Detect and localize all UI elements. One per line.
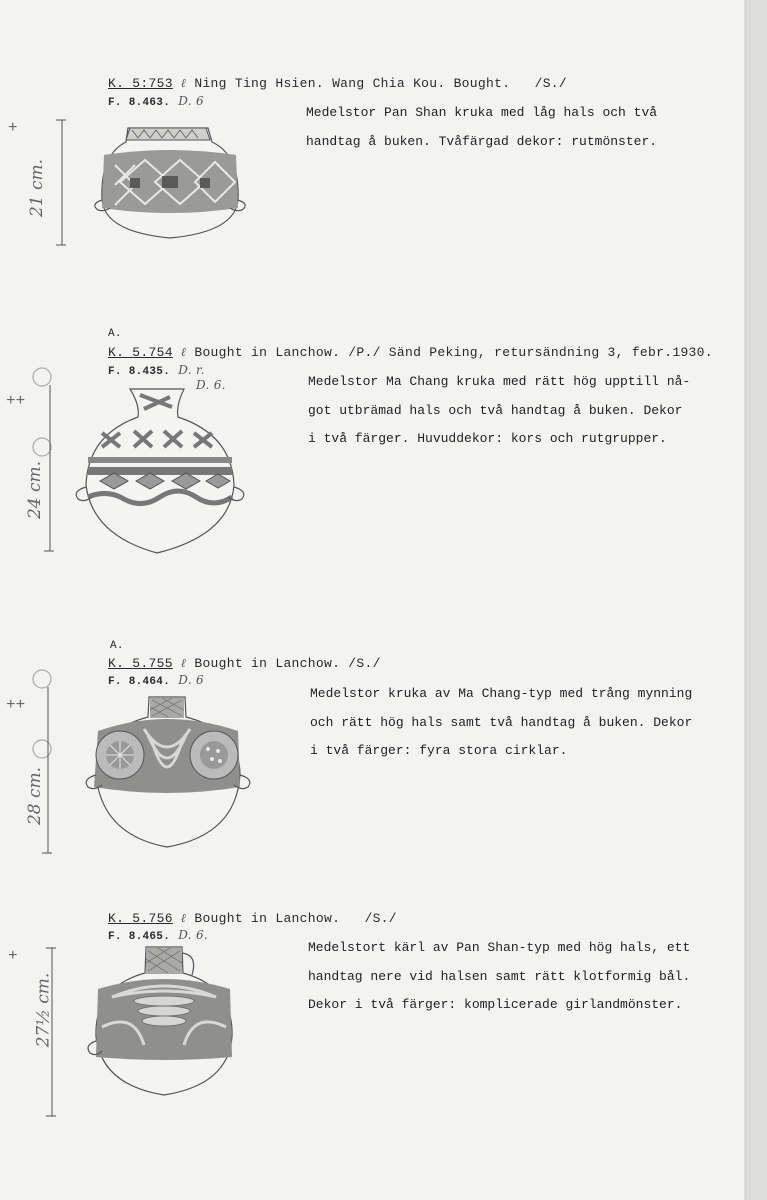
description-line: Medelstor kruka av Ma Chang-typ med trång mynning bbox=[310, 686, 693, 701]
entry-header bbox=[108, 656, 381, 671]
description bbox=[308, 368, 690, 454]
entry-header bbox=[108, 76, 567, 91]
catalog-f-number: F. 8.463. bbox=[108, 97, 171, 109]
svg-text:+: + bbox=[8, 119, 18, 137]
height-dimension: 24 cm. bbox=[25, 460, 46, 520]
source-text: Bought in Lanchow. bbox=[194, 911, 341, 926]
handwritten-mark: ℓ bbox=[180, 345, 187, 359]
scale-bar bbox=[0, 665, 80, 855]
description-line: och rätt hög hals samt två handtag å buken. Dekor bbox=[310, 714, 693, 730]
pottery-drawing bbox=[72, 385, 247, 560]
height-dimension: 28 cm. bbox=[25, 766, 46, 826]
description-line: i två färger. Huvuddekor: kors och rutgrupper. bbox=[308, 431, 667, 446]
handwritten-note: D. 6 bbox=[178, 94, 204, 108]
handwritten-note: D. r. bbox=[178, 363, 205, 377]
handwritten-note-2: D. 6. bbox=[196, 378, 226, 392]
dispatch-note: Sänd Peking, retursändning 3, febr.1930. bbox=[388, 345, 713, 360]
catalog-k-number: K. 5.754 bbox=[108, 345, 173, 360]
description-line: Medelstor Ma Chang kruka med rätt hög upptill nå- bbox=[308, 374, 691, 389]
handwritten-mark: ℓ bbox=[180, 76, 187, 90]
description bbox=[306, 99, 657, 156]
pottery-drawing bbox=[82, 695, 252, 855]
height-dimension: 27½ cm. bbox=[33, 972, 54, 1048]
catalog-f-number: F. 8.465. bbox=[108, 931, 171, 943]
catalog-entry-3 bbox=[0, 600, 767, 900]
description-line: got utbrämad hals och två handtag å buken. Dekor bbox=[308, 402, 683, 418]
description-line: Medelstor Pan Shan kruka med låg hals och två bbox=[306, 105, 658, 120]
catalog-entry-1 bbox=[0, 0, 767, 300]
collector-code: /S./ bbox=[348, 656, 381, 671]
svg-text:++: ++ bbox=[6, 392, 26, 410]
svg-text:+: + bbox=[8, 947, 18, 965]
source-text: Ning Ting Hsien. Wang Chia Kou. Bought. bbox=[194, 76, 511, 91]
entry-header bbox=[108, 345, 713, 360]
catalog-entry-4 bbox=[0, 900, 767, 1200]
pottery-drawing bbox=[90, 120, 250, 245]
handwritten-mark: ℓ bbox=[180, 911, 187, 925]
description-line: Medelstort kärl av Pan Shan-typ med hög hals, ett bbox=[308, 940, 691, 955]
catalog-f-number: F. 8.435. bbox=[108, 366, 171, 378]
entry-prefix: A. bbox=[110, 640, 124, 652]
handwritten-note: D. 6. bbox=[178, 928, 209, 942]
description-line: Dekor i två färger: komplicerade girlandmönster. bbox=[308, 997, 683, 1012]
source-text: Bought in Lanchow. bbox=[194, 345, 341, 360]
catalog-k-number: K. 5.755 bbox=[108, 656, 173, 671]
catalog-f-number: F. 8.464. bbox=[108, 676, 171, 688]
svg-text:++: ++ bbox=[6, 696, 26, 714]
catalog-entry-2 bbox=[0, 300, 767, 600]
catalog-k-number: K. 5.756 bbox=[108, 911, 173, 926]
catalog-k-number: K. 5:753 bbox=[108, 76, 173, 91]
description-line: handtag å buken. Tvåfärgad dekor: rutmönster. bbox=[306, 133, 658, 149]
collector-code: /S./ bbox=[534, 76, 568, 91]
entry-prefix: A. bbox=[108, 328, 122, 340]
handwritten-mark: ℓ bbox=[180, 656, 187, 670]
pottery-drawing bbox=[84, 945, 244, 1100]
height-dimension: 21 cm. bbox=[27, 158, 48, 218]
collector-code: /P./ bbox=[348, 345, 381, 360]
source-text: Bought in Lanchow. bbox=[194, 656, 341, 671]
description-line: i två färger: fyra stora cirklar. bbox=[310, 743, 568, 758]
collector-code: /S./ bbox=[364, 911, 397, 926]
description bbox=[308, 934, 690, 1020]
entry-header bbox=[108, 911, 397, 926]
description bbox=[310, 680, 692, 766]
description-line: handtag nere vid halsen samt rätt klotformig bål. bbox=[308, 968, 691, 984]
handwritten-note: D. 6 bbox=[178, 673, 204, 687]
